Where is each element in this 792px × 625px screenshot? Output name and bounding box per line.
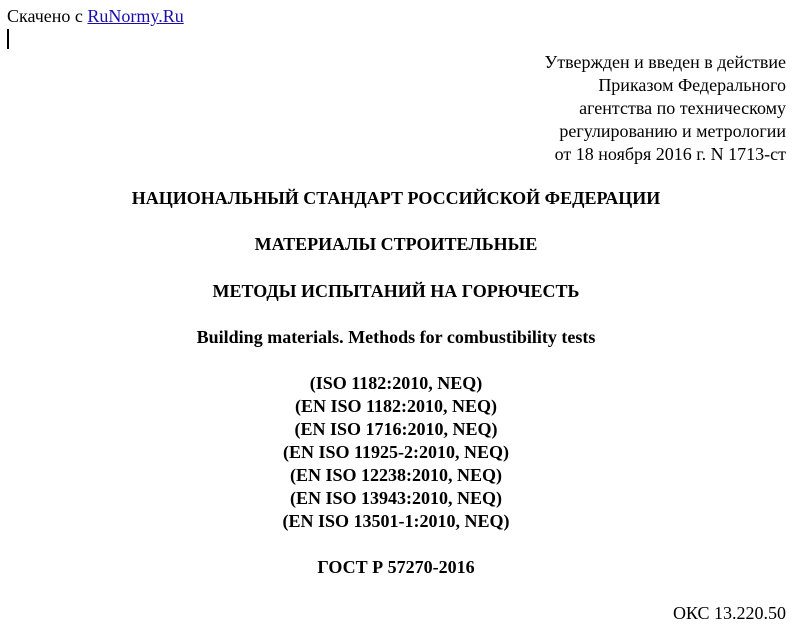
approval-line: Приказом Федерального (598, 75, 786, 95)
reference-item: (ISO 1182:2010, NEQ) (309, 373, 483, 393)
reference-item: (EN ISO 12238:2010, NEQ) (289, 465, 502, 485)
reference-item: (EN ISO 1182:2010, NEQ) (294, 396, 498, 416)
oks-code: ОКС 13.220.50 (672, 603, 786, 623)
approval-line: регулированию и метрологии (559, 121, 786, 141)
approval-line: Утвержден и введен в действие (544, 52, 786, 72)
text-cursor (7, 29, 9, 49)
reference-item: (EN ISO 1716:2010, NEQ) (294, 419, 498, 439)
english-title: Building materials. Methods for combustibility tests (196, 327, 596, 347)
reference-item: (EN ISO 13501-1:2010, NEQ) (282, 511, 510, 531)
download-prefix: Скачено с (7, 6, 83, 26)
download-source-line (7, 5, 184, 27)
reference-item: (EN ISO 11925-2:2010, NEQ) (282, 442, 509, 462)
methods-title: МЕТОДЫ ИСПЫТАНИЙ НА ГОРЮЧЕСТЬ (212, 281, 580, 301)
runormy-link[interactable]: RuNormy.Ru (87, 6, 184, 26)
approval-line: от 18 ноября 2016 г. N 1713-ст (554, 144, 786, 164)
approval-line: агентства по техническому (579, 98, 786, 118)
materials-title: МАТЕРИАЛЫ СТРОИТЕЛЬНЫЕ (254, 234, 538, 254)
reference-item: (EN ISO 13943:2010, NEQ) (289, 488, 502, 508)
standard-title: НАЦИОНАЛЬНЫЙ СТАНДАРТ РОССИЙСКОЙ ФЕДЕРАЦИИ (131, 188, 661, 208)
standard-references (0, 372, 792, 533)
gost-number: ГОСТ Р 57270-2016 (317, 557, 475, 577)
approval-block (544, 51, 786, 166)
